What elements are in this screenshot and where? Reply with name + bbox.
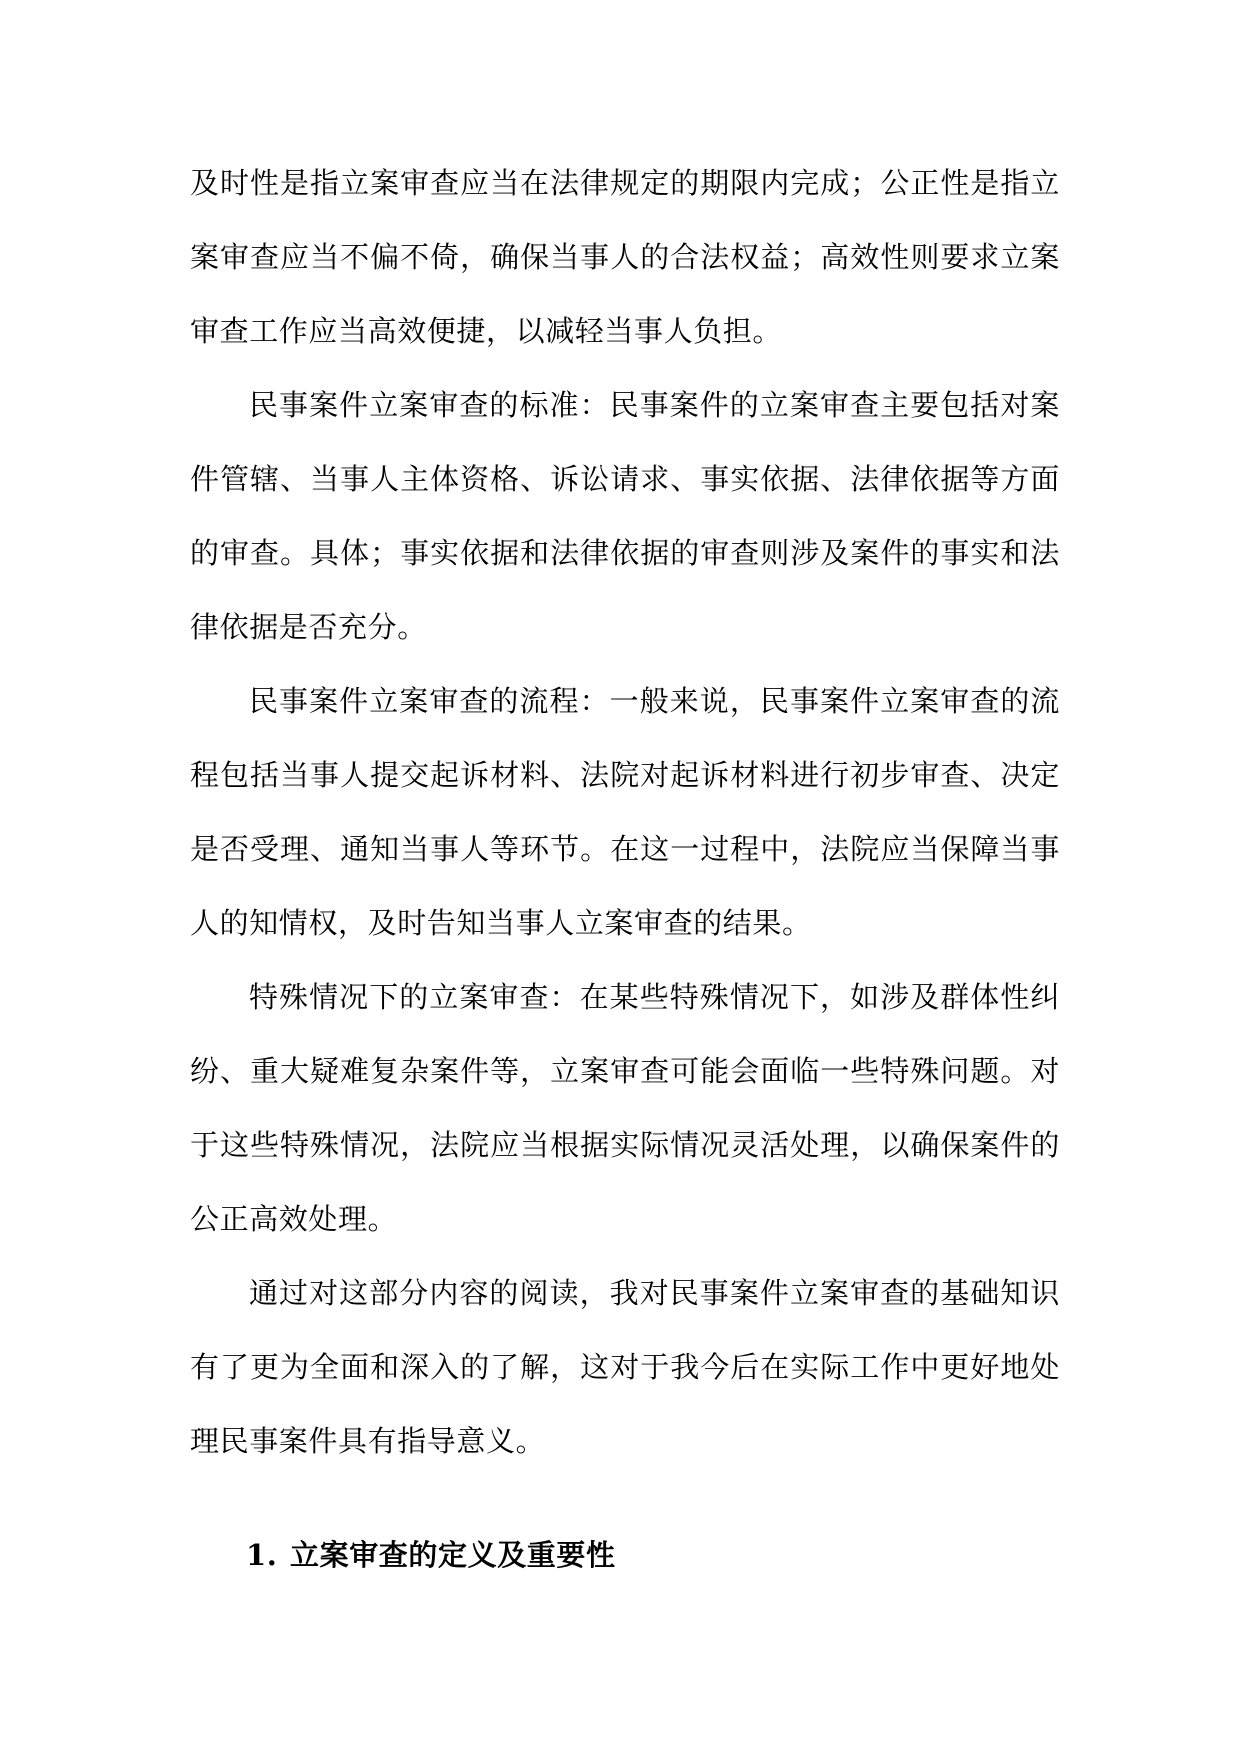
document-body — [190, 146, 1060, 1478]
paragraph-review-standards: 民事案件立案审查的标准：民事案件的立案审查主要包括对案件管辖、当事人主体资格、诉讼请求、事实依据、法律依据等方面的审查。具体；事实依据和法律依据的审查则涉及案件的事实和法律依据是否充分。 — [190, 388, 1060, 644]
paragraph-reading-reflection: 通过对这部分内容的阅读，我对民事案件立案审查的基础知识有了更为全面和深入的了解，这对于我今后在实际工作中更好地处理民事案件具有指导意义。 — [190, 1276, 1060, 1458]
section-heading — [246, 1535, 616, 1575]
section-heading-number: 1. — [246, 1538, 278, 1572]
paragraph-review-process: 民事案件立案审查的流程：一般来说，民事案件立案审查的流程包括当事人提交起诉材料、法院对起诉材料进行初步审查、决定是否受理、通知当事人等环节。在这一过程中，法院应当保障当事人的知情权，及时告知当事人立案审查的结果。 — [190, 684, 1060, 940]
paragraph-special-cases: 特殊情况下的立案审查：在某些特殊情况下，如涉及群体性纠纷、重大疑难复杂案件等，立案审查可能会面临一些特殊问题。对于这些特殊情况，法院应当根据实际情况灵活处理，以确保案件的公正高效处理。 — [190, 980, 1060, 1236]
paragraph-timeliness-fairness: 及时性是指立案审查应当在法律规定的期限内完成；公正性是指立案审查应当不偏不倚，确保当事人的合法权益；高效性则要求立案审查工作应当高效便捷，以减轻当事人负担。 — [190, 166, 1060, 348]
section-heading-title: 立案审查的定义及重要性 — [290, 1538, 616, 1572]
